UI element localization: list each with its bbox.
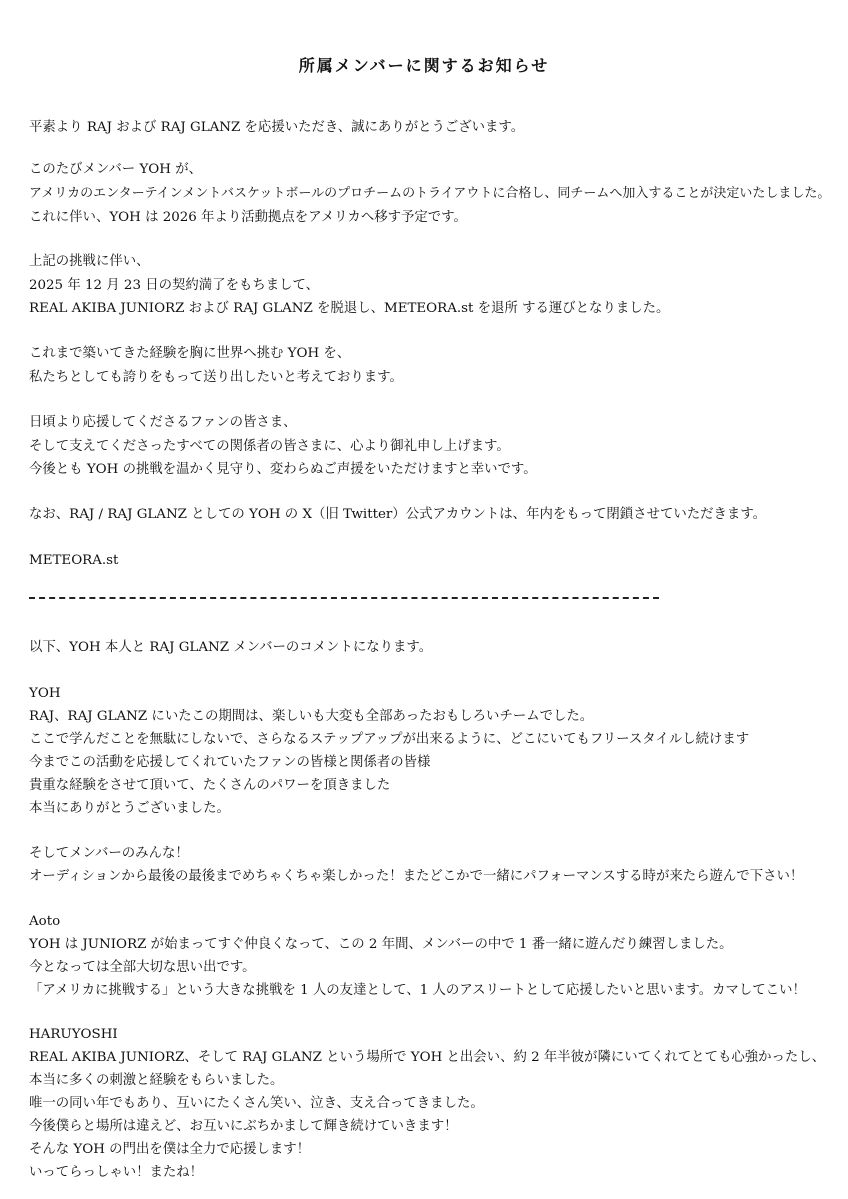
comment-line: 今までこの活動を応援してくれていたファンの皆様と関係者の皆様 [29,755,431,770]
comment-line: REAL AKIBA JUNIORZ、そして RAJ GLANZ という場所で YOH と出会い、約 2 年半彼が隣にいてくれてとても心強かったし、 [29,1050,826,1065]
comment-line: 本当に多くの刺激と経験をもらいました。 [29,1073,284,1088]
comment-line: 本当にありがとうございました。 [29,801,230,816]
announcement-line: アメリカのエンターテインメントバスケットボールのプロチームのトライアウトに合格し、同チームへ加入することが決定いたしました。 [29,186,831,201]
page-title: 所属メンバーに関するお知らせ [298,56,550,75]
announcement-line: 私たちとしても誇りをもって送り出したいと考えております。 [29,370,403,385]
announcement-line: これまで築いてきた経験を胸に世界へ挑む YOH を、 [29,346,351,361]
signature: METEORA.st [29,553,119,568]
announcement-line: 上記の挑戦に伴い、 [29,254,150,269]
comment-line: ここで学んだことを無駄にしないで、さらなるステップアップが出来るように、どこにいてもフリースタイルし続けます [29,732,750,747]
comment-line: 今となっては全部大切な思い出です。 [29,960,256,975]
section-divider [29,597,659,599]
account-notice: なお、RAJ / RAJ GLANZ としての YOH の X（旧 Twitter）公式アカウントは、年内をもって閉鎖させていただきます。 [29,507,767,522]
announcement-line: このたびメンバー YOH が、 [29,162,202,177]
announcement-line: そして支えてくださったすべての関係者の皆さまに、心より御礼申し上げます。 [29,439,510,454]
announcement-line: 今後とも YOH の挑戦を温かく見守り、変わらぬご声援をいただけますと幸いです。 [29,462,537,477]
comment-line: オーディションから最後の最後までめちゃくちゃ楽しかった！またどこかで一緒にパフォーマンスする時が来たら遊んで下さい！ [29,869,804,884]
comment-line: そしてメンバーのみんな！ [29,846,189,861]
comment-line: RAJ、RAJ GLANZ にいたこの期間は、楽しいも大変も全部あったおもしろいチームでした。 [29,709,594,724]
announcement-line: これに伴い、YOH は 2026 年より活動拠点をアメリカへ移す予定です。 [29,210,467,225]
comment-author-haruyoshi: HARUYOSHI [29,1027,118,1042]
announcement-line: REAL AKIBA JUNIORZ および RAJ GLANZ を脱退し、METEORA.st を退所 する運びとなりました。 [29,301,670,316]
greeting-text: 平素より RAJ および RAJ GLANZ を応援いただき、誠にありがとうございます。 [29,120,525,135]
comment-line: いってらっしゃい！またね！ [29,1165,204,1180]
comments-intro: 以下、YOH 本人と RAJ GLANZ メンバーのコメントになります。 [29,640,433,655]
comment-line: 貴重な経験をさせて頂いて、たくさんのパワーを頂きました [29,778,391,793]
comment-line: 今後僕らと場所は違えど、お互いにぶちかまして輝き続けていきます！ [29,1119,458,1134]
comment-author-yoh: YOH [29,686,61,701]
comment-author-aoto: Aoto [29,914,61,929]
announcement-line: 2025 年 12 月 23 日の契約満了をもちまして、 [29,278,320,293]
comment-line: そんな YOH の門出を僕は全力で応援します！ [29,1142,311,1157]
comment-line: YOH は JUNIORZ が始まってすぐ仲良くなって、この 2 年間、メンバーの中で 1 番一緒に遊んだり練習しました。 [29,937,733,952]
announcement-line: 日頃より応援してくださるファンの皆さま、 [29,415,297,430]
comment-line: 「アメリカに挑戦する」という大きな挑戦を 1 人の友達として、1 人のアスリートとして応援したいと思います。カマしてこい！ [29,983,806,998]
comment-line: 唯一の同い年でもあり、互いにたくさん笑い、泣き、支え合ってきました。 [29,1096,484,1111]
